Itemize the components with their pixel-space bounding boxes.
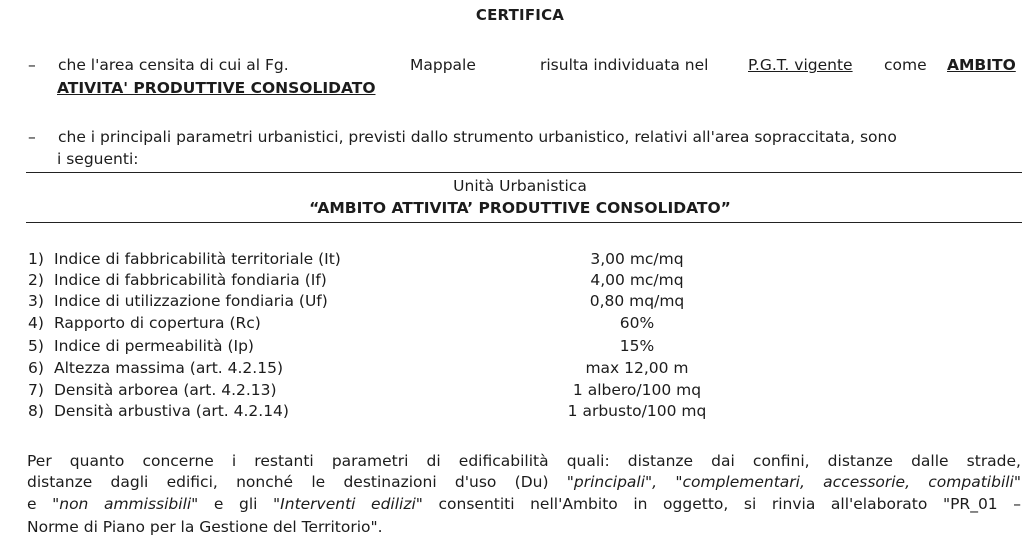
bullet1-pgt-link: P.G.T. vigente	[748, 56, 853, 74]
unit-label: Unità Urbanistica	[453, 177, 587, 195]
paragraph-line-2	[27, 473, 1021, 491]
bullet1-ambito-name: ATIVITA' PRODUTTIVE CONSOLIDATO	[57, 79, 376, 97]
divider-top	[26, 172, 1022, 173]
param-value: 15%	[619, 337, 655, 355]
param-number: 2)	[28, 271, 44, 289]
bullet1-text-mid: risulta individuata nel	[540, 56, 709, 74]
param-label: Rapporto di copertura (Rc)	[54, 314, 261, 332]
bullet1-come: come	[884, 56, 927, 74]
param-value: 4,00 mc/mq	[590, 271, 684, 289]
paragraph-italic: Interventi edilizi"	[280, 495, 423, 513]
bullet-dash-1: –	[28, 56, 36, 74]
param-label: Indice di utilizzazione fondiaria (Uf)	[54, 292, 328, 310]
param-number: 6)	[28, 359, 44, 377]
paragraph-text: e gli "	[198, 495, 281, 513]
bullet1-text-start: che l'area censita di cui al Fg.	[58, 56, 289, 74]
param-value: 1 arbusto/100 mq	[567, 402, 707, 420]
paragraph-text: e "	[27, 495, 60, 513]
paragraph-text: distanze dagli edifici, nonché le destinazioni d'uso (Du)	[27, 473, 567, 491]
bullet2-line2: i seguenti:	[57, 150, 139, 168]
param-value: max 12,00 m	[585, 359, 689, 377]
param-number: 4)	[28, 314, 44, 332]
param-value: 60%	[619, 314, 655, 332]
paragraph-line-1: Per quanto concerne i restanti parametri di edificabilità quali: distanze dai confini, distanze dalle strade,	[27, 452, 1021, 470]
param-label: Densità arbustiva (art. 4.2.14)	[54, 402, 289, 420]
param-value: 0,80 mq/mq	[589, 292, 685, 310]
bullet-dash-2: –	[28, 128, 36, 146]
bullet1-mappale: Mappale	[410, 56, 476, 74]
certifica-heading: CERTIFICA	[475, 6, 565, 24]
param-number: 5)	[28, 337, 44, 355]
paragraph-italic: "principali", "complementari, accessorie, compatibili"	[566, 473, 1021, 491]
param-label: Indice di fabbricabilità territoriale (It)	[54, 250, 341, 268]
bullet1-ambito: AMBITO	[947, 56, 1016, 74]
param-number: 8)	[28, 402, 44, 420]
param-label: Densità arborea (art. 4.2.13)	[54, 381, 277, 399]
param-number: 1)	[28, 250, 44, 268]
param-value: 3,00 mc/mq	[590, 250, 684, 268]
param-label: Indice di fabbricabilità fondiaria (If)	[54, 271, 327, 289]
paragraph-line-3	[27, 495, 1021, 513]
param-number: 3)	[28, 292, 44, 310]
paragraph-italic: non ammissibili"	[59, 495, 199, 513]
bullet2-line1: che i principali parametri urbanistici, previsti dallo strumento urbanistico, relativi all'area sopraccitata, sono	[58, 128, 897, 146]
divider-bottom	[26, 222, 1022, 223]
param-number: 7)	[28, 381, 44, 399]
param-value: 1 albero/100 mq	[572, 381, 702, 399]
paragraph-line-4: Norme di Piano per la Gestione del Territorio".	[27, 518, 383, 536]
param-label: Altezza massima (art. 4.2.15)	[54, 359, 283, 377]
param-label: Indice di permeabilità (Ip)	[54, 337, 254, 355]
paragraph-text: consentiti nell'Ambito in oggetto, si rinvia all'elaborato "PR_01 –	[422, 495, 1021, 513]
unit-title: “AMBITO ATTIVITA’ PRODUTTIVE CONSOLIDATO”	[309, 199, 731, 217]
